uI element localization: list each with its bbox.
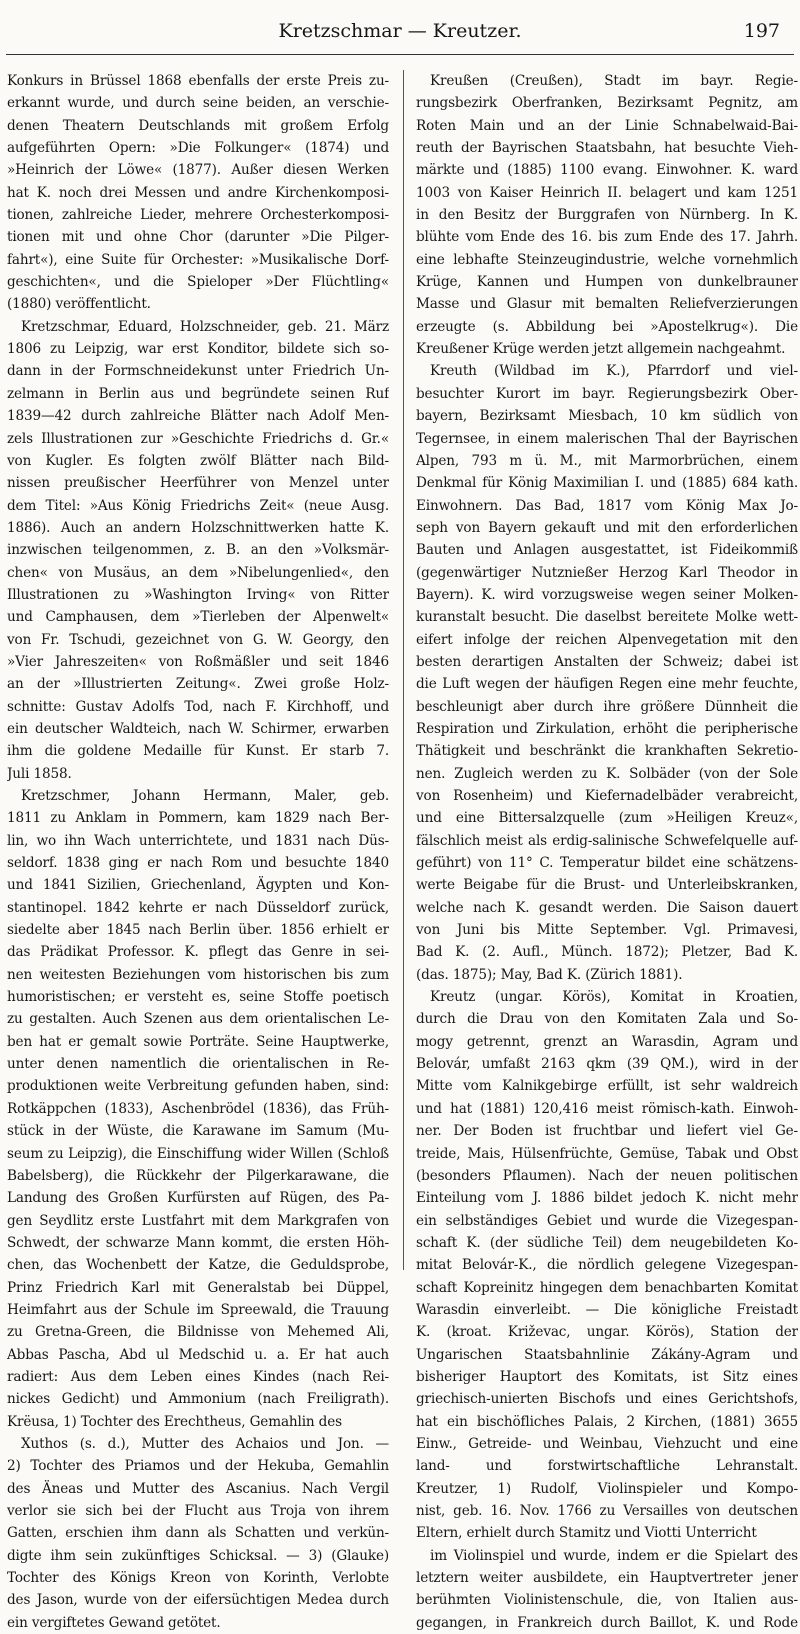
text-line: im Violinspiel und wurde, indem er die Spielart des — [430, 1547, 798, 1564]
text-line: (besonders Pflaumen). Nach der neuen politischen — [416, 1167, 798, 1184]
text-line: hat ein bischöfliches Palais, 2 Kirchen, (1881) 3655 — [416, 1413, 798, 1430]
text-line: Krëusa, 1) Tochter des Erechtheus, Gemahlin des — [7, 1413, 342, 1430]
text-line: chen, das Wochenbett der Katze, die Geduldsprobe, — [7, 1257, 389, 1274]
text-line: Einwohnern. Das Bad, 1817 vom König Max Jo- — [416, 497, 798, 514]
text-line: ner. Der Boden ist fruchtbar und liefert viel Ge- — [416, 1123, 798, 1140]
text-line: des Jason, wurde von der eifersüchtigen Medea durch — [7, 1592, 389, 1609]
text-line: letztern weiter ausbildete, ein Hauptvertreter jener — [416, 1570, 798, 1587]
text-line: und hat (1881) 120,416 meist römisch-kath. Einwoh- — [416, 1100, 798, 1117]
text-line: ein deutscher Waldteich, nach W. Schirmer, erwarben — [7, 720, 389, 737]
text-line: von Rosenheim) und Kiefernadelbäder verabreicht, — [416, 788, 798, 804]
text-line: unter denen namentlich die orientalischen in Re- — [7, 1056, 389, 1073]
text-line: »Heinrich der Löwe« (1877). Außer diesen Werken — [7, 162, 389, 179]
text-line: beschleunigt aber durch ihre größere Dünnheit die — [416, 698, 798, 715]
text-line: Roten Main und an der Linie Schnabelwaid-Bai- — [416, 117, 798, 134]
text-line: Bayern). K. wird vorzugsweise wegen seiner Molken- — [416, 586, 798, 603]
text-line: humoristischen; er versteht es, seine Stoffe poetisch — [7, 989, 389, 1006]
text-line: durch die Drau von den Komitaten Zala und So- — [416, 1011, 798, 1028]
text-line: stück in der Wüste, die Karawane im Samum (Mu- — [7, 1123, 389, 1140]
text-line: Schwedt, der schwarze Mann kommt, die ersten Höh- — [7, 1234, 389, 1251]
text-line: die Luft wegen der häufigen Regen eine mehr feuchte, — [416, 676, 798, 693]
text-line: kuranstalt besucht. Die daselbst bereitete Molke wett- — [416, 609, 798, 626]
text-line: von Juni bis Mitte September. Vgl. Primavesi, — [416, 922, 798, 939]
text-line: 1003 von Kaiser Heinrich II. belagert und kam 1251 — [416, 184, 798, 201]
text-line: gegangen, in Frankreich durch Baillot, K. und Rode — [416, 1614, 798, 1631]
text-line: märkte und (1885) 1100 evang. Einwohner. K. ward — [416, 162, 798, 179]
text-line: inzwischen teilgenommen, z. B. an den »Volksmär- — [7, 542, 389, 559]
text-line: produktionen weite Verbreitung gefunden haben, sind: — [7, 1078, 389, 1095]
page-number: 197 — [743, 20, 780, 42]
text-line: Tochter des Königs Kreon von Korinth, Verlobte — [7, 1570, 389, 1587]
text-line: Xuthos (s. d.), Mutter des Achaios und Jon. — — [21, 1435, 389, 1452]
text-line: zu Gretna-Green, die Bildnisse von Mehemed Ali, — [7, 1324, 389, 1341]
text-line: hat K. noch drei Messen und andre Kirchenkomposi- — [7, 184, 389, 201]
text-line: griechisch-unierten Bischofs und eines Gerichtshofs, — [416, 1391, 798, 1408]
text-line: mogy getrennt, grenzt an Warasdin, Agram und — [416, 1033, 798, 1050]
text-line: Landung des Großen Kurfürsten auf Rügen, des Pa- — [7, 1190, 389, 1207]
text-line: Einteilung vom J. 1886 bildet jedoch K. nicht mehr — [416, 1190, 798, 1207]
text-line: Eltern, erhielt durch Stamitz und Viotti Unterricht — [416, 1525, 757, 1542]
text-line: Kretzschmer, Johann Hermann, Maler, geb. — [21, 788, 389, 804]
text-line: reuth der Bayrischen Staatsbahn, hat besuchte Vieh- — [416, 140, 798, 157]
text-line: 1811 zu Anklam in Pommern, kam 1829 nach Ber- — [7, 810, 389, 827]
text-line: schaft K. (der südliche Teil) dem neugebildeten Ko- — [416, 1234, 798, 1251]
text-line: stantinopel. 1842 kehrte er nach Düsseldorf zurück, — [7, 899, 389, 916]
text-line: Denkmal für König Maximilian I. und (1885) 684 kath. — [416, 475, 798, 492]
text-line: Kreuth (Wildbad im K.), Pfarrdorf und viel- — [430, 363, 798, 380]
text-line: Mitte vom Kalnikgebirge erfüllt, ist sehr waldreich — [416, 1078, 798, 1095]
text-line: und eine Bittersalzquelle (zum »Heiligen Kreuz«, — [416, 810, 798, 827]
text-line: siedelte aber 1845 nach Berlin über. 1856 erhielt er — [7, 922, 389, 939]
text-line: geführt) von 11° C. Temperatur bildet eine schätzens- — [416, 855, 798, 872]
column-divider — [403, 70, 404, 1270]
text-line: in den Besitz der Burggrafen von Nürnberg. In K. — [416, 207, 798, 224]
text-line: Rotkäppchen (1833), Aschenbrödel (1836), das Früh- — [7, 1100, 389, 1117]
text-line: Alpen, 793 m ü. M., mit Marmorbrüchen, einem — [416, 452, 798, 469]
text-line: K. (kroat. Križevac, ungar. Körös), Station der — [416, 1324, 798, 1341]
text-line: zels Illustrationen zur »Geschichte Friedrichs d. Gr.« — [7, 430, 389, 447]
text-line: Juli 1858. — [7, 765, 72, 782]
text-line: welche nach K. gesandt werden. Die Saison dauert — [416, 899, 798, 916]
text-line: Kretzschmar, Eduard, Holzschneider, geb. 21. März — [21, 318, 389, 335]
text-line: chen« von Musäus, an dem »Nibelungenlied«, den — [7, 564, 389, 581]
text-line: Thätigkeit und beschränkt die krankhaften Sekretio- — [416, 743, 798, 760]
text-line: Kreutz (ungar. Körös), Komitat in Kroatien, — [430, 989, 798, 1006]
text-line: ihm die goldene Medaille für Kunst. Er starb 7. — [7, 743, 389, 760]
text-line: 1839—42 durch zahlreiche Blätter nach Adolf Men- — [7, 408, 389, 425]
text-line: (gegenwärtiger Nutznießer Herzog Karl Theodor in — [416, 564, 798, 581]
text-line: mitat Belovár-K., die nördlich gelegene Vizegespan- — [416, 1257, 798, 1274]
text-line: von Kugler. Es folgten zwölf Blätter nach Bild- — [7, 452, 389, 469]
text-line: zu gestalten. Auch Szenen aus dem orientalischen Le- — [7, 1011, 389, 1028]
text-line: gen Seydlitz erste Lustfahrt mit dem Markgrafen von — [7, 1212, 389, 1229]
text-line: 1886). Auch an andern Holzschnittwerken hatte K. — [7, 519, 389, 536]
text-line: berühmten Violinistenschule, die, von Italien aus- — [416, 1592, 798, 1609]
text-line: Einw., Getreide- und Weinbau, Viehzucht und eine — [416, 1435, 798, 1452]
text-line: nen weitesten Beziehungen vom historischen bis zum — [7, 966, 389, 983]
text-line: nissen preußischer Heerführer von Menzel unter — [7, 475, 389, 492]
right-column — [416, 70, 798, 1634]
text-line: das Prädikat Professor. K. pflegt das Genre in sei- — [7, 944, 389, 961]
text-line: Konkurs in Brüssel 1868 ebenfalls der erste Preis zu- — [7, 73, 389, 89]
text-line: zelmann in Berlin aus und begründete seinen Ruf — [7, 385, 389, 402]
text-line: Illustrationen zu »Washington Irving« von Ritter — [7, 586, 389, 603]
text-line: (1880) veröffentlicht. — [7, 296, 151, 313]
text-line: Masse und Glasur mit bemalten Reliefverzierungen — [416, 296, 798, 313]
text-line: des Äneas und Mutter des Ascanius. Nach Vergil — [7, 1480, 389, 1497]
text-line: Abbas Pascha, Abd ul Medschid u. a. Er hat auch — [7, 1346, 389, 1363]
text-line: Tegernsee, in einem malerischen Thal der Bayrischen — [416, 430, 798, 447]
text-line: Kreußen (Creußen), Stadt im bayr. Regie- — [430, 73, 798, 89]
left-column — [7, 70, 389, 1634]
text-line: werte Beigabe für die Brust- und Unterleibskranken, — [416, 877, 798, 894]
text-line: von Fr. Tschudi, gezeichnet von G. W. Georgy, den — [7, 631, 389, 648]
text-line: aufgeführten Opern: »Die Folkunger« (1874) und — [7, 140, 389, 157]
text-line: Warasdin einverleibt. — Die königliche Freistadt — [416, 1301, 798, 1318]
text-line: besten derartigen Anstalten der Schweiz; dabei ist — [416, 653, 798, 670]
text-line: und 1841 Sizilien, Griechenland, Ägypten und Kon- — [7, 877, 389, 894]
text-line: geschichten«, und die Spieloper »Der Flüchtling« — [7, 274, 389, 291]
text-line: fälschlich meist als erdig-salinische Schwefelquelle auf- — [416, 832, 798, 849]
text-line: lin, wo ihn Wach unterrichtete, und 1831 nach Düs- — [7, 832, 389, 849]
text-line: bayern, Bezirksamt Miesbach, 10 km südlich von — [416, 408, 798, 425]
text-line: und Camphausen, dem »Tierleben der Alpenwelt« — [7, 609, 389, 626]
text-line: erkannt wurde, und durch seine beiden, an verschie- — [7, 95, 389, 112]
text-line: blühte vom Ende des 16. bis zum Ende des 17. Jahrh. — [416, 229, 798, 246]
text-line: tionen, zahlreiche Lieder, mehrere Orchesterkomposi- — [7, 207, 389, 224]
text-line: nen. Zugleich werden zu K. Solbäder (von der Sole — [416, 765, 798, 782]
text-line: schnitte: Gustav Adolfs Tod, nach F. Kirchhoff, und — [7, 698, 389, 715]
text-line: eifert infolge der reichen Alpenvegetation mit den — [416, 631, 798, 648]
page-header — [0, 0, 800, 50]
text-line: seum zu Leipzig), die Einschiffung wider Willen (Schloß — [7, 1145, 389, 1162]
text-line: Respiration und Zirkulation, erhöht die peripherische — [416, 720, 798, 737]
text-line: an der »Illustrierten Zeitung«. Zwei große Holz- — [7, 676, 389, 693]
text-line: ben hat er gemalt sowie Porträte. Seine Hauptwerke, — [7, 1033, 389, 1050]
text-line: »Vier Jahreszeiten« von Roßmäßler und seit 1846 — [7, 653, 389, 670]
text-line: Babelsberg), die Rückkehr der Pilgerkarawane, die — [7, 1167, 389, 1184]
text-line: Krüge, Kannen und Humpen von dunkelbrauner — [416, 274, 798, 291]
text-line: Kreutzer, 1) Rudolf, Violinspieler und Kompo- — [416, 1480, 798, 1497]
text-line: dann in der Formschneidekunst unter Friedrich Un- — [7, 363, 389, 380]
text-line: (das. 1875); May, Bad K. (Zürich 1881). — [416, 966, 683, 983]
text-line: Bad K. (2. Aufl., Münch. 1872); Pletzer, Bad K. — [416, 944, 798, 961]
text-line: ein vergiftetes Gewand getötet. — [7, 1614, 221, 1631]
text-line: ein selbständiges Gebiet und wurde die Vizegespan- — [416, 1212, 798, 1229]
text-line: fahrt«), eine Suite für Orchester: »Musikalische Dorf- — [7, 251, 389, 268]
text-line: Ungarischen Staatsbahnlinie Zákány-Agram und — [416, 1346, 798, 1363]
text-line: land- und forstwirtschaftliche Lehranstalt. — [416, 1458, 798, 1475]
text-line: Kreußener Krüge werden jetzt allgemein nachgeahmt. — [416, 341, 786, 358]
text-line: radiert: Aus dem Leben eines Kindes (nach Rei- — [7, 1368, 389, 1385]
text-line: bisheriger Hauptort des Komitats, ist Sitz eines — [416, 1368, 798, 1385]
text-line: nist, geb. 16. Nov. 1766 zu Versailles von deutschen — [416, 1503, 798, 1519]
text-line: schaft Kopreinitz hingegen dem benachbarten Komitat — [416, 1279, 798, 1296]
text-line: besuchter Kurort im bayr. Regierungsbezirk Ober- — [416, 385, 798, 402]
text-line: Bauten und Anlagen ausgestattet, ist Fideikommiß — [416, 542, 798, 559]
text-line: denen Theatern Deutschlands mit großem Erfolg — [7, 117, 389, 134]
text-line: Prinz Friedrich Karl mit Generalstab bei Düppel, — [7, 1279, 389, 1296]
text-line: erzeugte (s. Abbildung bei »Apostelkrug«). Die — [416, 318, 798, 335]
text-line: Belovár, umfaßt 2163 qkm (39 QM.), wird in der — [416, 1056, 798, 1073]
text-line: verlor sie sich bei der Flucht aus Troja von ihrem — [7, 1503, 389, 1519]
text-line: Gatten, erschien ihm dann als Schatten und verkün- — [7, 1525, 389, 1542]
text-line: nickes Gedicht) und Ammonium (nach Freiligrath). — [7, 1391, 389, 1408]
text-line: eine lebhafte Steinzeugindustrie, welche vornehmlich — [416, 251, 798, 268]
text-line: digte ihm sein zukünftiges Schicksal. — 3) (Glauke) — [7, 1547, 389, 1564]
text-line: seph von Bayern gekauft und mit den erforderlichen — [416, 519, 798, 536]
text-line: 1806 zu Leipzig, war erst Konditor, bildete sich so- — [7, 341, 389, 358]
text-line: Heimfahrt aus der Schule im Spreewald, die Trauung — [7, 1301, 389, 1318]
text-line: rungsbezirk Oberfranken, Bezirksamt Pegnitz, am — [416, 95, 798, 112]
text-line: treide, Mais, Hülsenfrüchte, Gemüse, Tabak und Obst — [416, 1145, 798, 1162]
running-head: Kretzschmar — Kreutzer. — [278, 20, 522, 42]
text-line: tionen mit und ohne Chor (darunter »Die Pilger- — [7, 229, 389, 246]
text-line: 2) Tochter des Priamos und der Hekuba, Gemahlin — [7, 1458, 389, 1475]
header-rule — [6, 54, 794, 55]
text-line: seldorf. 1838 ging er nach Rom und besuchte 1840 — [7, 855, 389, 872]
text-line: dem Titel: »Aus König Friedrichs Zeit« (neue Ausg. — [7, 497, 389, 514]
